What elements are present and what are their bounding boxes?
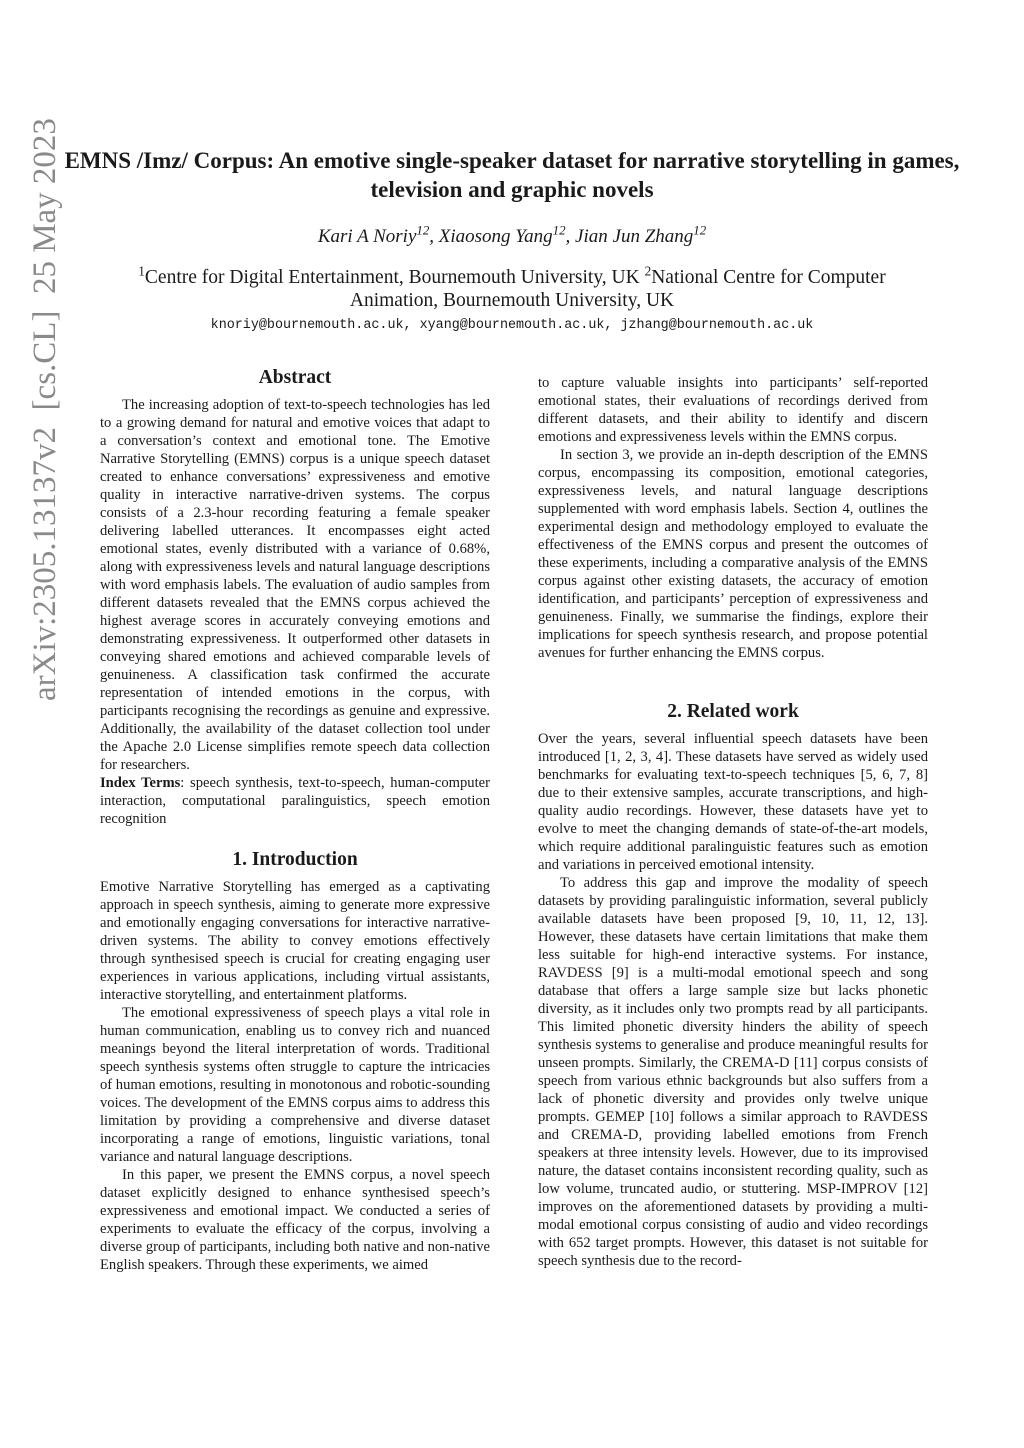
affiliation-mark: 2 (644, 263, 652, 279)
affiliation: National Centre for Computer Animation, Bournemouth University, UK (349, 267, 886, 311)
author-name: Kari A Noriy (317, 226, 417, 247)
abstract-heading: Abstract (258, 367, 332, 388)
author-affiliation-mark: 12 (552, 222, 566, 238)
paper-title: EMNS /Imz/ Corpus: An emotive single-speaker dataset for narrative storytelling in games, television and graphic novels (64, 148, 960, 202)
affiliation: Centre for Digital Entertainment, Bournemouth University, UK (144, 267, 640, 288)
paragraph: Emotive Narrative Storytelling has emerged as a captivating approach in speech synthesis, aiming to generate more expressive and emotionally engaging conversations for interactive narrative-driven systems. The ability to convey emotions effectively through synthesised speech is crucial for creating engaging user experiences in various applications, including virtual assistants, interactive storytelling, and entertainment platforms. (100, 879, 490, 1003)
introduction-section (100, 851, 490, 1274)
introduction-heading: 1. Introduction (232, 849, 358, 870)
author-name: Jian Jun Zhang (575, 226, 694, 247)
index-terms-label: Index Terms (100, 775, 181, 791)
affiliation-mark: 1 (138, 263, 145, 279)
index-terms (100, 774, 490, 828)
arxiv-stamp: arXiv:2305.13137v2 [cs.CL] 25 May 2023 (27, 118, 63, 701)
abstract-text: The increasing adoption of text-to-speech technologies has led to a growing demand for natural and emotive voices that adapt to a conversation’s context and emotional tone. The Emotive Narrative Storytelling (EMNS) corpus is a unique speech dataset created to enhance conversations’ expressiveness and emotive quality in interactive narrative-driven systems. The corpus consists of a 2.3-hour recording featuring a female speaker delivering labelled utterances. It encompasses eight acted emotional states, evenly distributed with a variance of 0.68%, along with expressiveness levels and natural language descriptions with word emphasis labels. The evaluation of audio samples from different datasets revealed that the EMNS corpus achieved the highest average scores in accurately conveying emotions and demonstrating expressiveness. It outperformed other datasets in conveying shared emotions and achieved comparable levels of genuineness. A classification task confirmed the accurate representation of intended emotions in the corpus, with participants recognising the recordings as genuine and expressive. Additionally, the availability of the dataset collection tool under the Apache 2.0 License simplifies remote speech data collection for researchers. (100, 397, 490, 773)
author-list: Kari A Noriy$^{12}$, Xiaosong Yang$^{12}$, Jian Jun Zhang$^{12}$ (317, 222, 707, 247)
paragraph: to capture valuable insights into participants’ self-reported emotional states, their evaluations of recordings derived from different datasets, and their ability to identify and discern emotions and expressiveness levels within the EMNS corpus. (538, 375, 928, 445)
index-terms-text: : speech synthesis, text-to-speech, human-computer interaction, computational paralinguistics, speech emotion recognition (100, 775, 490, 827)
related-work-section (538, 703, 928, 1270)
related-work-heading: 2. Related work (667, 701, 799, 722)
paragraph: To address this gap and improve the modality of speech datasets by providing paralinguistic information, several publicly available datasets have been proposed [9, 10, 11, 12, 13]. However, these datasets have certain limitations that make them less suitable for high-end interactive systems. For instance, RAVDESS [9] is a multi-modal emotional speech and song database that offers a large sample size but lacks phonetic diversity, as it includes only two prompts read by all participants. This limited phonetic diversity hinders the ability of speech synthesis systems to generalise and produce meaningful results for unseen prompts. Similarly, the CREMA-D [11] corpus consists of speech from various ethnic backgrounds but also suffers from a lack of phonetic diversity and provides only twelve unique prompts. GEMEP [10] follows a similar approach to RAVDESS and CREMA-D, providing labelled emotions from French speakers at three intensity levels. However, due to its improvised nature, the dataset contains inconsistent recording quality, such as low volume, truncated audio, or stuttering. MSP-IMPROV [12] improves on the aforementioned datasets by providing a multi-modal emotional corpus consisting of audio and video recordings with 652 target prompts. However, this dataset is not suitable for speech synthesis due to the record- (538, 875, 928, 1269)
affiliations (100, 263, 924, 312)
author-name: Xiaosong Yang (438, 226, 553, 247)
author-emails: knoriy@bournemouth.ac.uk, xyang@bournemouth.ac.uk, jzhang@bournemouth.ac.uk (210, 318, 814, 333)
paragraph: Over the years, several influential speech datasets have been introduced [1, 2, 3, 4]. These datasets have served as widely used benchmarks for evaluating text-to-speech techniques [5, 6, 7, 8] due to their extensive samples, accurate transcriptions, and high-quality audio recordings. However, these datasets have yet to evolve to meet the changing demands of state-of-the-art models, which require additional paralinguistic features such as emotion and variations in perceived emotional intensity. (538, 731, 928, 873)
introduction-continued (538, 374, 928, 662)
paragraph: The emotional expressiveness of speech plays a vital role in human communication, enabling us to convey rich and nuanced meanings beyond the literal interpretation of words. Traditional speech synthesis systems often struggle to capture the intricacies of human emotions, resulting in monotonous and robotic-sounding voices. The development of the EMNS corpus aims to address this limitation by providing a comprehensive and diverse dataset incorporating a range of emotions, linguistic variations, tonal variance and natural language descriptions. (100, 1005, 490, 1165)
author-affiliation-mark: 12 (693, 222, 707, 238)
paragraph: In section 3, we provide an in-depth description of the EMNS corpus, encompassing its composition, emotional categories, expressiveness levels, and natural language descriptions supplemented with word emphasis labels. Section 4, outlines the experimental design and methodology employed to evaluate the effectiveness of the EMNS corpus and present the outcomes of these experiments, including a comparative analysis of the EMNS corpus against other existing datasets, the accuracy of emotion identification, and participants’ perception of expressiveness and genuineness. Finally, we summarise the findings, explore their implications for speech synthesis research, and propose potential avenues for further enhancing the EMNS corpus. (538, 447, 928, 661)
author-affiliation-mark: 12 (416, 222, 430, 238)
abstract-section (100, 369, 490, 828)
paragraph: In this paper, we present the EMNS corpus, a novel speech dataset explicitly designed to enhance synthesised speech’s expressiveness and emotional impact. We conducted a series of experiments to evaluate the efficacy of the corpus, involving a diverse group of participants, including both native and non-native English speakers. Through these experiments, we aimed (100, 1167, 490, 1273)
